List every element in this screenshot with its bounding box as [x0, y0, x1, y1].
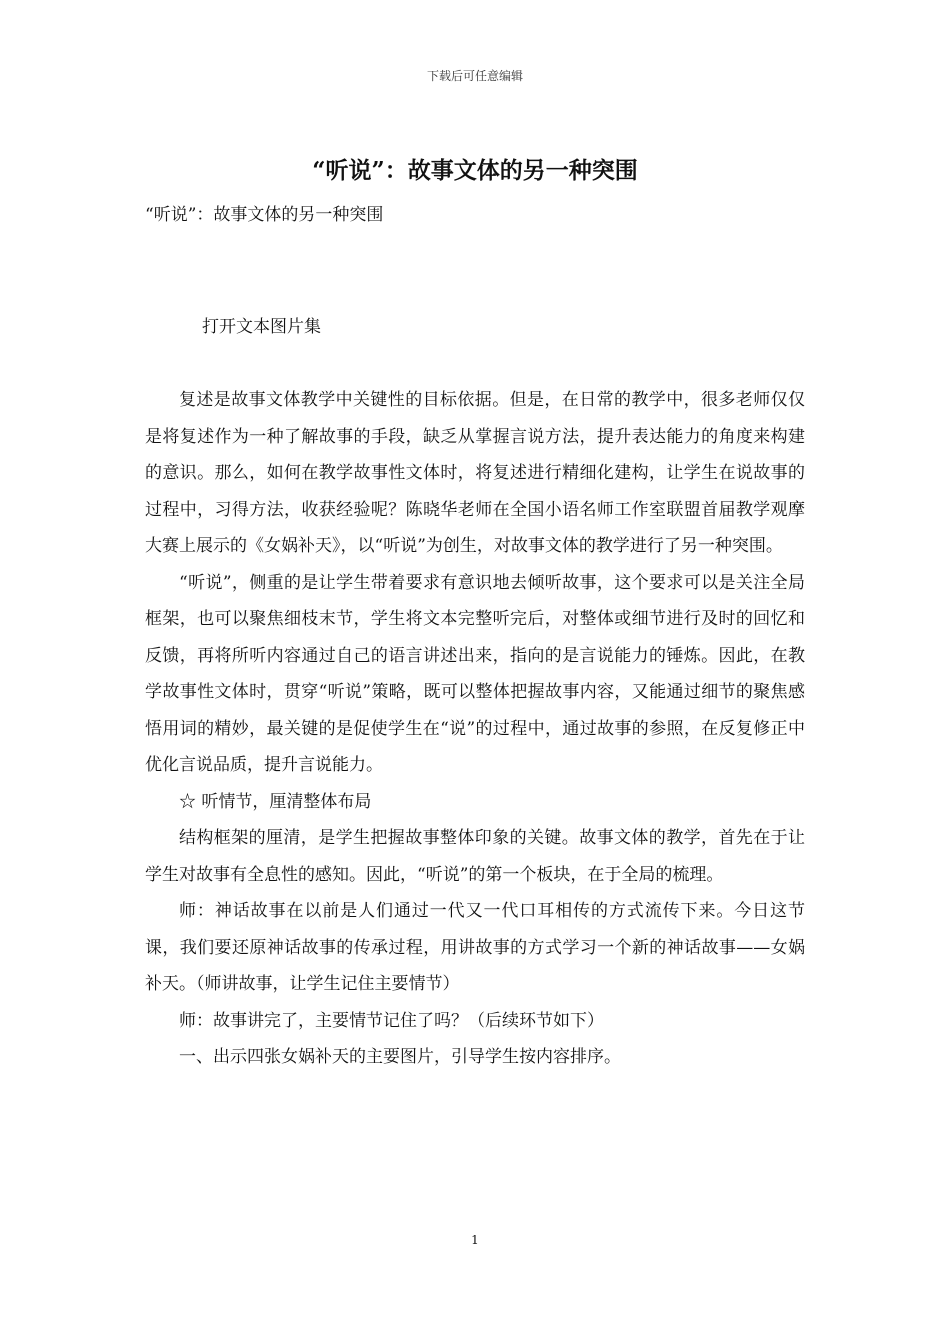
paragraph: 师：故事讲完了，主要情节记住了吗？（后续环节如下）	[179, 1010, 604, 1031]
section-heading: ☆ 听情节，厘清整体布局	[179, 791, 372, 812]
article-body	[145, 382, 805, 1076]
paragraph: 复述是故事文体教学中关键性的目标依据。但是，在日常的教学中，很多老师仅仅是将复述作为一种了解故事的手段，缺乏从掌握言说方法，提升表达能力的角度来构建的意识。那么，如何在教学故事性文体时，将复述进行精细化建构，让学生在说故事的过程中，习得方法，收获经验呢？陈晓华老师在全国小语名师工作室联盟首届教学观摩大赛上展示的《女娲补天》，以“听说”为创生，对故事文体的教学进行了另一种突围。	[145, 390, 805, 556]
page-number: 1	[471, 1233, 479, 1247]
paragraph: 一、出示四张女娲补天的主要图片，引导学生按内容排序。	[179, 1047, 621, 1067]
header-note: 下载后可任意编辑	[426, 69, 523, 83]
paragraph: 师：神话故事在以前是人们通过一代又一代口耳相传的方式流传下来。今日这节课，我们要还原神话故事的传承过程，用讲故事的方式学习一个新的神话故事——女娲补天。（师讲故事，让学生记住主要情节）	[145, 901, 805, 994]
paragraph: “听说”，侧重的是让学生带着要求有意识地去倾听故事，这个要求可以是关注全局框架，也可以聚焦细枝末节，学生将文本完整听完后，对整体或细节进行及时的回忆和反馈，再将所听内容通过自己的语言讲述出来，指向的是言说能力的锤炼。因此，在教学故事性文体时，贯穿“听说”策略，既可以整体把握故事内容，又能通过细节的聚焦感悟用词的精妙，最关键的是促使学生在“说”的过程中，通过故事的参照，在反复修正中优化言说品质，提升言说能力。	[145, 572, 805, 775]
subtitle: “听说”：故事文体的另一种突围	[145, 205, 384, 225]
paragraph: 结构框架的厘清，是学生把握故事整体印象的关键。故事文体的教学，首先在于让学生对故事有全息性的感知。因此，“听说”的第一个板块，在于全局的梳理。	[145, 828, 805, 885]
page-title: “听说”：故事文体的另一种突围	[312, 157, 638, 184]
open-gallery-link[interactable]: 打开文本图片集	[202, 317, 321, 337]
